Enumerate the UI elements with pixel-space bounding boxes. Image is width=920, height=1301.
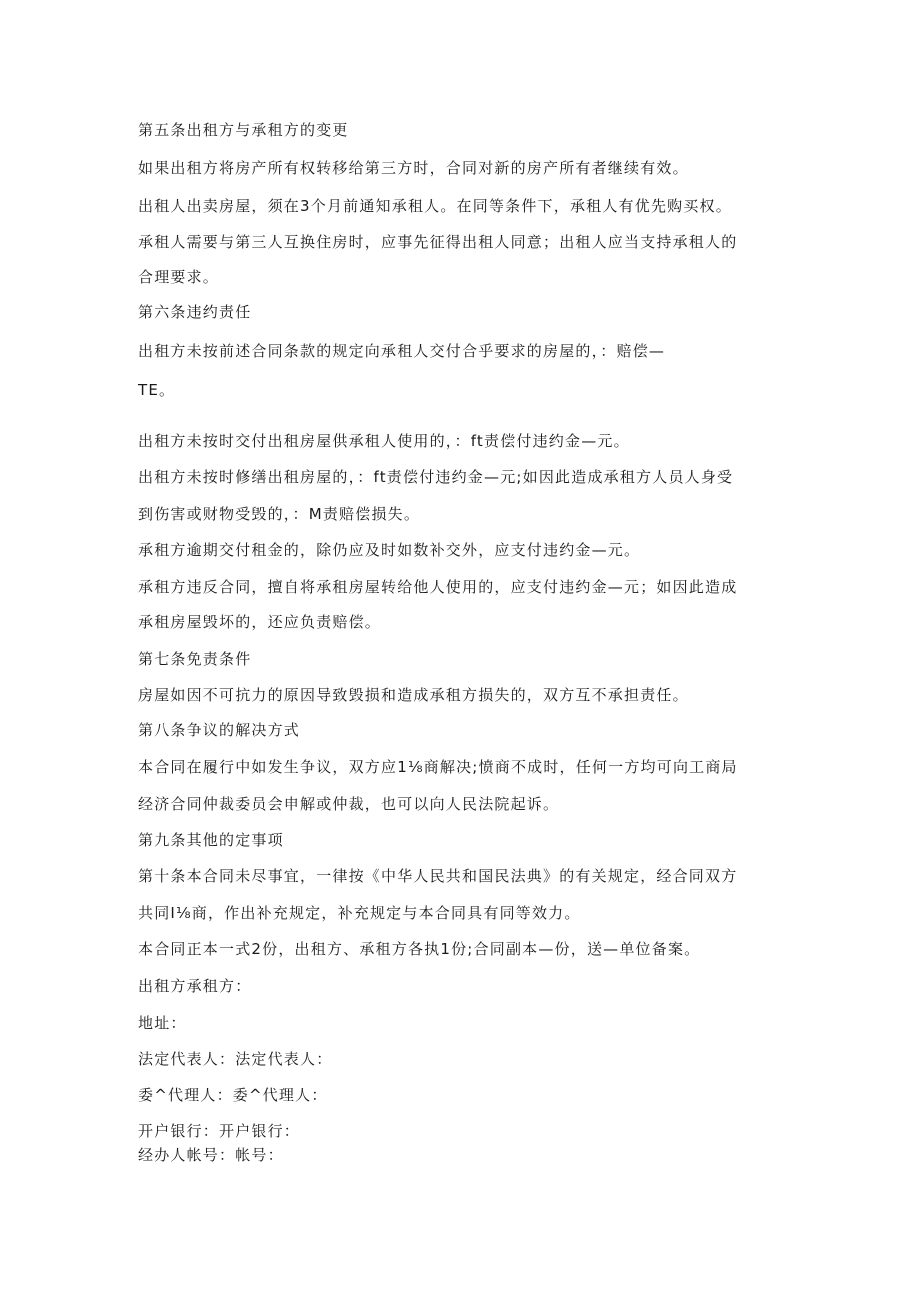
paragraph-line: 第十条本合同未尽事宜，一律按《中华人民共和国民法典》的有关规定，经合同双方 <box>138 867 738 885</box>
paragraph-line: 到伤害或财物受毁的，：M责赔偿损失。 <box>138 505 421 523</box>
signature-agent-line: 委^代理人：委^代理人： <box>138 1086 328 1104</box>
paragraph-line: 本合同在履行中如发生争议，双方应1⅛商解决;愤商不成时，任何一方均可向工商局 <box>138 758 738 776</box>
signature-address-line: 地址： <box>138 1014 187 1032</box>
signature-account-line: 经办人帐号：帐号： <box>138 1146 284 1164</box>
signature-party-line: 出租方承租方： <box>138 977 252 995</box>
paragraph-line: 房屋如因不可抗力的原因导致毁损和造成承租方损失的，双方互不承担责任。 <box>138 686 689 704</box>
paragraph-line: 出租方未按时修缮出租房屋的，：ft责偿付违约金—元;如因此造成承租方人员人身受 <box>138 468 734 486</box>
paragraph-line: 合理要求。 <box>138 268 220 286</box>
signature-representative-line: 法定代表人：法定代表人： <box>138 1050 333 1068</box>
paragraph-line: 本合同正本一式2份，出租方、承租方各执1份;合同副本—份，送—单位备案。 <box>138 940 701 958</box>
paragraph-line: TE。 <box>138 381 176 399</box>
paragraph-line: 经济合同仲裁委员会申解或仲裁，也可以向人民法院起诉。 <box>138 795 560 813</box>
signature-bank-line: 开户银行：开户银行： <box>138 1122 301 1140</box>
paragraph-line: 承租房屋毁坏的，还应负责赔偿。 <box>138 613 382 631</box>
article-6-heading: 第六条违约责任 <box>138 303 252 321</box>
paragraph-line: 承租方违反合同，擅自将承租房屋转给他人使用的，应支付违约金—元；如因此造成 <box>138 578 738 596</box>
paragraph-line: 如果出租方将房产所有权转移给第三方时，合同对新的房产所有者继续有效。 <box>138 159 689 177</box>
paragraph-line: 出租人出卖房屋，须在3个月前通知承租人。在同等条件下，承租人有优先购买权。 <box>138 197 732 215</box>
paragraph-line: 共同I⅛商，作出补充规定，补充规定与本合同具有同等效力。 <box>138 904 581 922</box>
paragraph-line: 承租人需要与第三人互换住房时，应事先征得出租人同意；出租人应当支持承租人的 <box>138 233 738 251</box>
paragraph-line: 出租方未按前述合同条款的规定向承租人交付合乎要求的房屋的，：赔偿— <box>138 342 666 360</box>
article-5-heading: 第五条出租方与承租方的变更 <box>138 121 349 139</box>
paragraph-line: 承租方逾期交付租金的，除仍应及时如数补交外，应支付违约金—元。 <box>138 541 641 559</box>
article-7-heading: 第七条免责条件 <box>138 650 252 668</box>
article-8-heading: 第八条争议的解决方式 <box>138 721 301 739</box>
paragraph-line: 出租方未按时交付出租房屋供承租人使用的，：ft责偿付违约金—元。 <box>138 432 630 450</box>
article-9-heading: 第九条其他的定事项 <box>138 831 284 849</box>
